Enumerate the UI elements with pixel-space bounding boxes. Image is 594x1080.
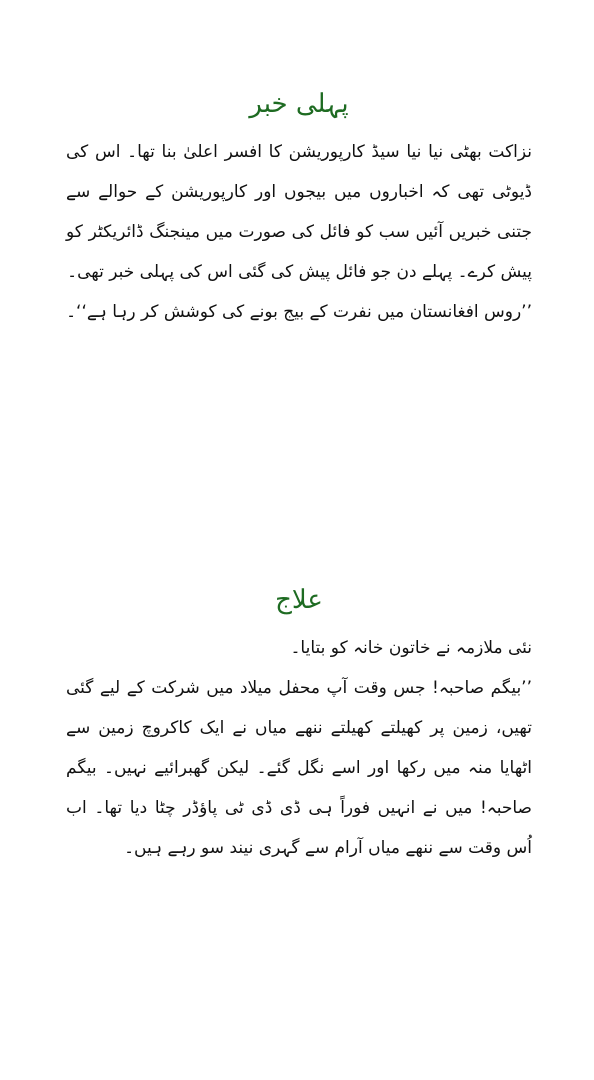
story-ilaaj [66, 580, 532, 868]
story-body [66, 132, 532, 332]
story-title: پہلی خبر [249, 89, 349, 119]
story-paragraph: ’’بیگم صاحبہ! جس وقت آپ محفل میلاد میں شرکت کے لیے گئی تھیں، زمین پر کھیلتے کھیلتے ننھے میاں نے ایک کاکروچ زمین سے اٹھایا منہ میں رکھا اور اسے نگل گئے۔ لیکن گھبرائیے نہیں۔ بیگم صاحبہ! میں نے انہیں فوراً ہی ڈی ڈی ٹی پاؤڈر چٹا دیا تھا۔ اب اُس وقت سے ننھے میاں آرام سے گہری نیند سو رہے ہیں۔ [66, 678, 532, 858]
story-paragraph: نزاکت بھٹی نیا نیا سیڈ کارپوریشن کا افسر اعلیٰ بنا تھا۔ اس کی ڈیوٹی تھی کہ اخباروں میں بیجوں اور کارپوریشن کے حوالے سے جتنی خبریں آئیں سب کو فائل کی صورت میں مینجنگ ڈائریکٹر کو پیش کرے۔ پہلے دن جو فائل پیش کی گئی اس کی پہلی خبر تھی۔ [66, 142, 532, 282]
story-quote: ’’روس افغانستان میں نفرت کے بیج بونے کی کوشش کر رہا ہے‘‘۔ [66, 302, 532, 322]
story-pehli-khabar [66, 84, 532, 332]
story-title: علاج [275, 585, 323, 615]
story-body [66, 628, 532, 868]
story-paragraph: نئی ملازمہ نے خاتون خانہ کو بتایا۔ [290, 638, 532, 658]
